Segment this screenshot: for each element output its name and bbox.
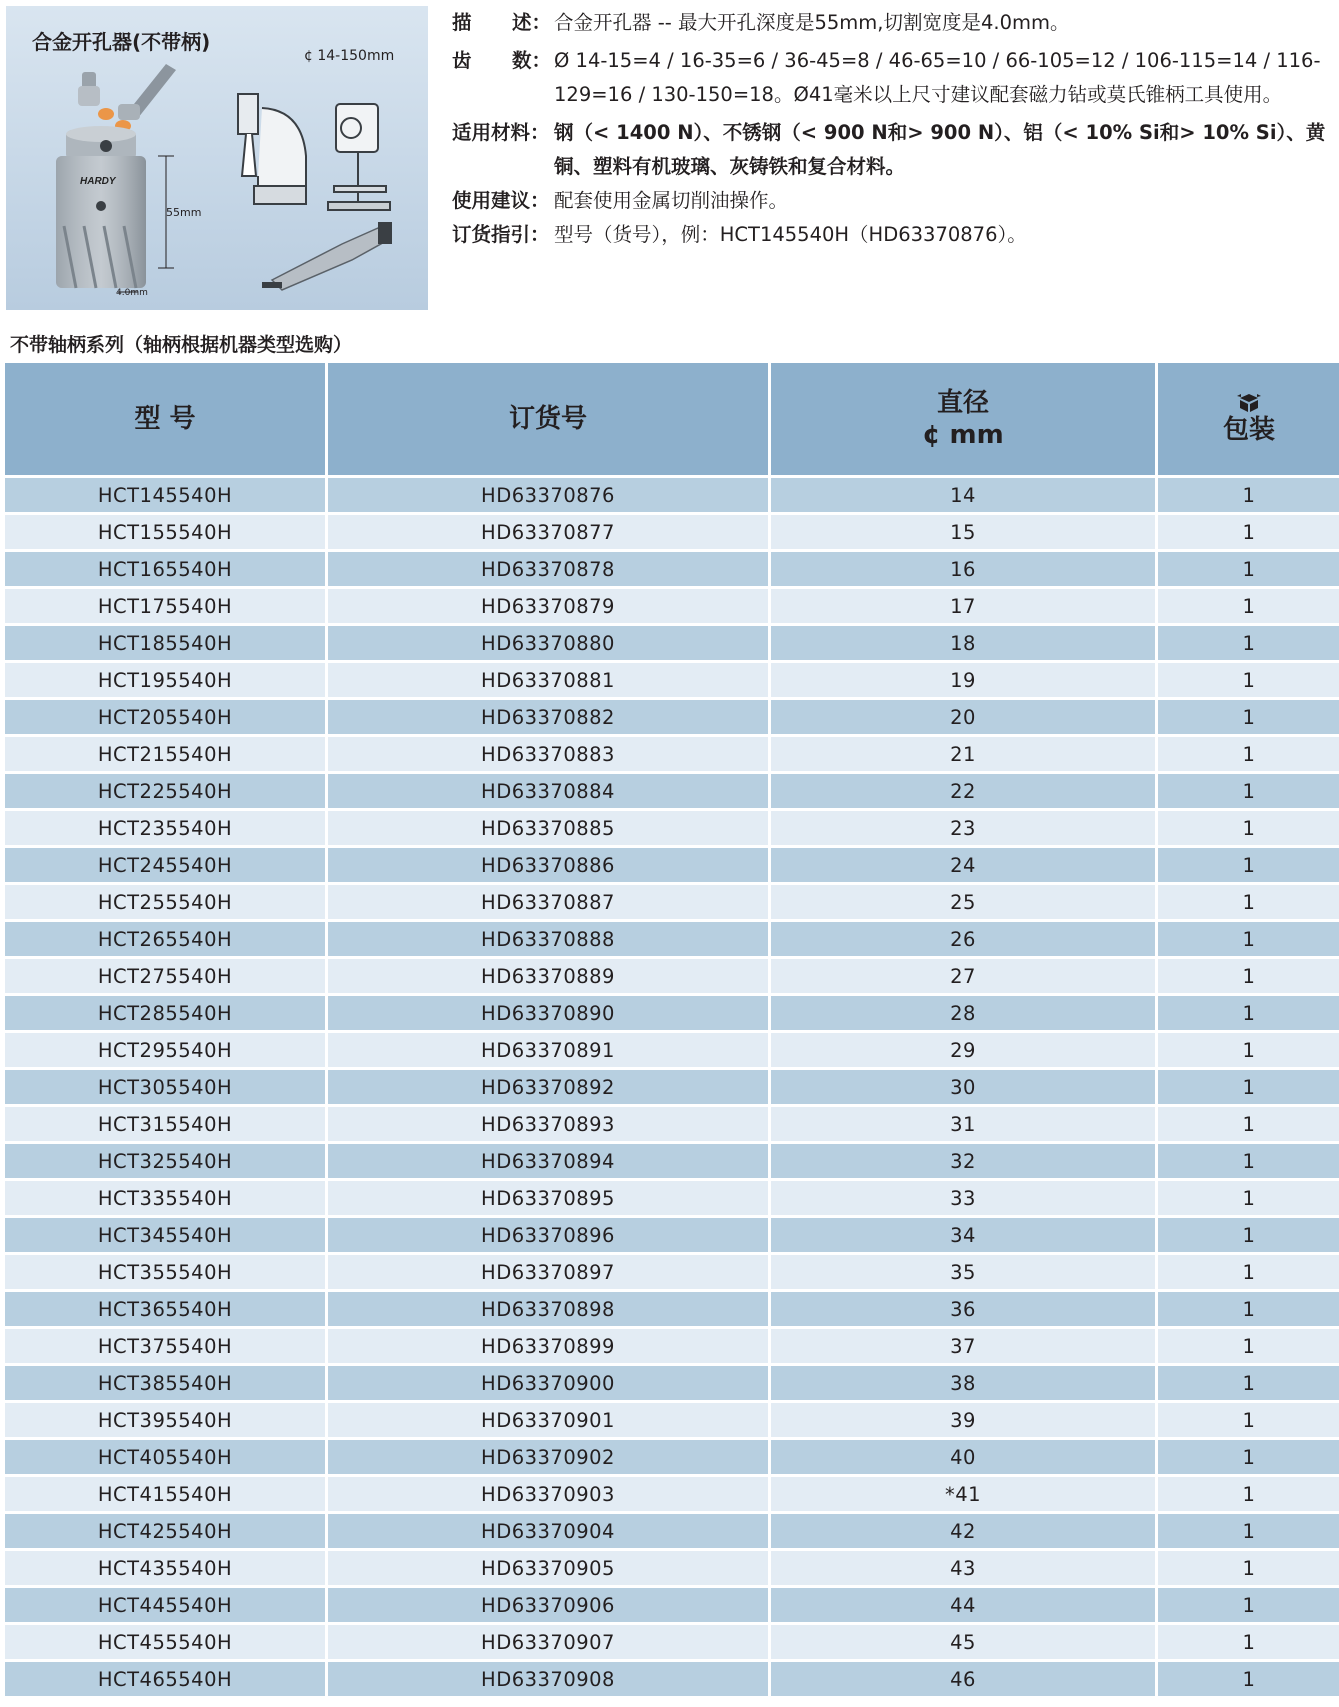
header-diameter: [771, 363, 1155, 475]
cell-model: HCT265540H: [5, 922, 325, 956]
spec-value-teeth: Ø 14-15=4 / 16-35=6 / 36-45=8 / 46-65=10 / 66-105=12 / 106-115=14 / 116-129=16 / 130-150=18。Ø41毫米以上尺寸建议配套磁力钻或莫氏锥柄工具使用。: [554, 49, 1321, 106]
table-row: [5, 959, 1339, 993]
cell-model: HCT225540H: [5, 774, 325, 808]
cell-package: 1: [1158, 515, 1339, 549]
cell-package: 1: [1158, 1070, 1339, 1104]
cell-order-number: HD63370889: [328, 959, 768, 993]
cell-model: HCT355540H: [5, 1255, 325, 1289]
cell-package: 1: [1158, 1440, 1339, 1474]
drill-press-illustration: [328, 104, 390, 210]
cell-diameter: 27: [771, 959, 1155, 993]
table-row: [5, 996, 1339, 1030]
cell-order-number: HD63370895: [328, 1181, 768, 1215]
cell-model: HCT295540H: [5, 1033, 325, 1067]
cell-package: 1: [1158, 848, 1339, 882]
cell-order-number: HD63370891: [328, 1033, 768, 1067]
cell-diameter: 26: [771, 922, 1155, 956]
cell-package: 1: [1158, 1662, 1339, 1696]
cell-model: HCT405540H: [5, 1440, 325, 1474]
product-figure: [6, 6, 428, 310]
table-row: [5, 1292, 1339, 1326]
cell-diameter: 15: [771, 515, 1155, 549]
header-order-number: 订货号: [328, 363, 768, 475]
cell-package: 1: [1158, 1625, 1339, 1659]
table-row: [5, 1625, 1339, 1659]
cell-model: HCT345540H: [5, 1218, 325, 1252]
cell-diameter: 32: [771, 1144, 1155, 1178]
table-row: [5, 1588, 1339, 1622]
cell-model: HCT325540H: [5, 1144, 325, 1178]
cell-model: HCT195540H: [5, 663, 325, 697]
cell-model: HCT235540H: [5, 811, 325, 845]
cell-order-number: HD63370892: [328, 1070, 768, 1104]
cell-model: HCT185540H: [5, 626, 325, 660]
cell-model: HCT375540H: [5, 1329, 325, 1363]
cell-diameter: 28: [771, 996, 1155, 1030]
cell-order-number: HD63370885: [328, 811, 768, 845]
table-row: [5, 1329, 1339, 1363]
section-title: 不带轴柄系列（轴柄根据机器类型选购）: [10, 334, 353, 356]
table-row: [5, 663, 1339, 697]
cell-package: 1: [1158, 700, 1339, 734]
cell-diameter: 29: [771, 1033, 1155, 1067]
cell-diameter: 23: [771, 811, 1155, 845]
cell-model: HCT315540H: [5, 1107, 325, 1141]
cell-order-number: HD63370898: [328, 1292, 768, 1326]
cell-model: HCT275540H: [5, 959, 325, 993]
table-row: [5, 1033, 1339, 1067]
cell-order-number: HD63370886: [328, 848, 768, 882]
cell-model: HCT385540H: [5, 1366, 325, 1400]
cell-order-number: HD63370881: [328, 663, 768, 697]
cell-order-number: HD63370884: [328, 774, 768, 808]
cell-diameter: 25: [771, 885, 1155, 919]
table-row: [5, 737, 1339, 771]
cell-order-number: HD63370880: [328, 626, 768, 660]
cell-model: HCT365540H: [5, 1292, 325, 1326]
cell-diameter: 21: [771, 737, 1155, 771]
table-row: [5, 848, 1339, 882]
cell-package: 1: [1158, 1403, 1339, 1437]
cell-model: HCT425540H: [5, 1514, 325, 1548]
diameter-range-label: ¢ 14-150mm: [304, 48, 395, 64]
cell-order-number: HD63370900: [328, 1366, 768, 1400]
cell-diameter: 24: [771, 848, 1155, 882]
cell-package: 1: [1158, 1255, 1339, 1289]
cell-package: 1: [1158, 774, 1339, 808]
header-model: 型 号: [5, 363, 325, 475]
cell-diameter: 34: [771, 1218, 1155, 1252]
cutter-illustration: [56, 126, 146, 288]
spec-row-description: [452, 6, 1332, 40]
cell-order-number: HD63370907: [328, 1625, 768, 1659]
cell-diameter: 33: [771, 1181, 1155, 1215]
cell-model: HCT455540H: [5, 1625, 325, 1659]
cell-model: HCT255540H: [5, 885, 325, 919]
cell-diameter: 17: [771, 589, 1155, 623]
header-package: [1158, 363, 1339, 475]
table-row: [5, 1366, 1339, 1400]
cell-package: 1: [1158, 626, 1339, 660]
table-row: [5, 922, 1339, 956]
cell-model: HCT245540H: [5, 848, 325, 882]
cell-order-number: HD63370908: [328, 1662, 768, 1696]
cell-order-number: HD63370905: [328, 1551, 768, 1585]
table-header-row: [5, 363, 1339, 475]
cell-package: 1: [1158, 996, 1339, 1030]
cell-model: HCT395540H: [5, 1403, 325, 1437]
table-row: [5, 1107, 1339, 1141]
spec-label: 描 述：: [452, 11, 552, 34]
cell-diameter: 19: [771, 663, 1155, 697]
table-row: [5, 552, 1339, 586]
cell-diameter: 37: [771, 1329, 1155, 1363]
cell-order-number: HD63370899: [328, 1329, 768, 1363]
cell-order-number: HD63370877: [328, 515, 768, 549]
cell-diameter: 40: [771, 1440, 1155, 1474]
cell-order-number: HD63370902: [328, 1440, 768, 1474]
cell-package: 1: [1158, 663, 1339, 697]
cell-order-number: HD63370897: [328, 1255, 768, 1289]
cell-package: 1: [1158, 478, 1339, 512]
table-row: [5, 1181, 1339, 1215]
header-diameter-unit: ¢ mm: [922, 420, 1004, 450]
table-row: [5, 700, 1339, 734]
spec-label: 齿 数：: [452, 49, 552, 72]
cell-package: 1: [1158, 1107, 1339, 1141]
depth-label: 55mm: [166, 206, 202, 219]
brand-label: HARDY: [80, 176, 116, 187]
product-table-wrapper: [5, 363, 1334, 1699]
cell-diameter: 42: [771, 1514, 1155, 1548]
spec-row-ordering: [452, 218, 1332, 252]
spec-block: [452, 6, 1332, 252]
spec-value-description: 合金开孔器 -- 最大开孔深度是55mm,切割宽度是4.0mm。: [554, 11, 1070, 34]
cell-model: HCT415540H: [5, 1477, 325, 1511]
cell-package: 1: [1158, 1329, 1339, 1363]
table-row: [5, 478, 1339, 512]
cell-model: HCT435540H: [5, 1551, 325, 1585]
cell-order-number: HD63370883: [328, 737, 768, 771]
cell-order-number: HD63370887: [328, 885, 768, 919]
spec-row-usage: [452, 184, 1332, 218]
cell-package: 1: [1158, 1551, 1339, 1585]
cell-package: 1: [1158, 1181, 1339, 1215]
cell-package: 1: [1158, 1477, 1339, 1511]
cell-package: 1: [1158, 922, 1339, 956]
spec-value-materials: 钢（< 1400 N）、不锈钢（< 900 N和> 900 N）、铝（< 10% Si和> 10% Si）、黄铜、塑料有机玻璃、灰铸铁和复合材料。: [554, 121, 1326, 178]
cell-order-number: HD63370901: [328, 1403, 768, 1437]
cell-model: HCT445540H: [5, 1588, 325, 1622]
cell-order-number: HD63370882: [328, 700, 768, 734]
header-package-label: 包装: [1222, 415, 1275, 445]
cell-model: HCT305540H: [5, 1070, 325, 1104]
cell-diameter: 44: [771, 1588, 1155, 1622]
cell-package: 1: [1158, 737, 1339, 771]
table-row: [5, 1070, 1339, 1104]
cell-model: HCT335540H: [5, 1181, 325, 1215]
cell-package: 1: [1158, 885, 1339, 919]
cell-diameter: 16: [771, 552, 1155, 586]
table-row: [5, 1440, 1339, 1474]
header-diameter-label: 直径: [936, 388, 989, 418]
cell-order-number: HD63370890: [328, 996, 768, 1030]
spec-label: 使用建议：: [452, 189, 550, 212]
cell-order-number: HD63370903: [328, 1477, 768, 1511]
cell-model: HCT155540H: [5, 515, 325, 549]
cell-diameter: 35: [771, 1255, 1155, 1289]
cut-width-label: 4.0mm: [116, 288, 148, 298]
table-row: [5, 1662, 1339, 1696]
table-row: [5, 515, 1339, 549]
cell-package: 1: [1158, 589, 1339, 623]
cell-order-number: HD63370878: [328, 552, 768, 586]
table-row: [5, 885, 1339, 919]
table-row: [5, 626, 1339, 660]
spec-value-ordering: 型号（货号），例：HCT145540H（HD63370876）。: [554, 223, 1027, 246]
spec-row-teeth: [452, 44, 1332, 112]
spec-value-usage: 配套使用金属切削油操作。: [554, 189, 789, 212]
cell-order-number: HD63370893: [328, 1107, 768, 1141]
cell-diameter: 31: [771, 1107, 1155, 1141]
cell-model: HCT465540H: [5, 1662, 325, 1696]
table-row: [5, 1514, 1339, 1548]
cell-diameter: 20: [771, 700, 1155, 734]
table-row: [5, 1144, 1339, 1178]
cell-diameter: 30: [771, 1070, 1155, 1104]
table-row: [5, 1255, 1339, 1289]
cell-diameter: 22: [771, 774, 1155, 808]
cell-diameter: 39: [771, 1403, 1155, 1437]
cell-model: HCT145540H: [5, 478, 325, 512]
cell-order-number: HD63370904: [328, 1514, 768, 1548]
cell-package: 1: [1158, 552, 1339, 586]
product-table: [2, 360, 1339, 1699]
table-row: [5, 589, 1339, 623]
cell-diameter: 36: [771, 1292, 1155, 1326]
cell-package: 1: [1158, 1514, 1339, 1548]
table-row: [5, 1218, 1339, 1252]
cell-package: 1: [1158, 1144, 1339, 1178]
cell-diameter: 43: [771, 1551, 1155, 1585]
table-row: [5, 1403, 1339, 1437]
pilot-pin-illustration: [78, 64, 176, 132]
table-row: [5, 1477, 1339, 1511]
cell-model: HCT285540H: [5, 996, 325, 1030]
cell-order-number: HD63370876: [328, 478, 768, 512]
cell-package: 1: [1158, 1366, 1339, 1400]
cell-order-number: HD63370879: [328, 589, 768, 623]
cell-order-number: HD63370888: [328, 922, 768, 956]
cell-diameter: 14: [771, 478, 1155, 512]
spec-row-materials: [452, 116, 1332, 184]
cell-model: HCT175540H: [5, 589, 325, 623]
cell-model: HCT215540H: [5, 737, 325, 771]
cell-diameter: 46: [771, 1662, 1155, 1696]
cell-package: 1: [1158, 1033, 1339, 1067]
table-row: [5, 1551, 1339, 1585]
cell-model: HCT205540H: [5, 700, 325, 734]
cell-model: HCT165540H: [5, 552, 325, 586]
table-row: [5, 774, 1339, 808]
cell-order-number: HD63370894: [328, 1144, 768, 1178]
spec-label: 适用材料：: [452, 121, 550, 144]
cell-package: 1: [1158, 1218, 1339, 1252]
table-body: [5, 478, 1339, 1696]
cell-diameter: 45: [771, 1625, 1155, 1659]
cell-package: 1: [1158, 1292, 1339, 1326]
cell-package: 1: [1158, 959, 1339, 993]
box-icon: [1236, 392, 1262, 414]
cell-diameter: 38: [771, 1366, 1155, 1400]
cell-order-number: HD63370906: [328, 1588, 768, 1622]
cell-diameter: 18: [771, 626, 1155, 660]
figure-title: 合金开孔器(不带柄): [32, 30, 211, 54]
cell-order-number: HD63370896: [328, 1218, 768, 1252]
cell-package: 1: [1158, 811, 1339, 845]
table-row: [5, 811, 1339, 845]
cell-package: 1: [1158, 1588, 1339, 1622]
angle-drill-illustration: [262, 222, 392, 290]
cell-diameter: *41: [771, 1477, 1155, 1511]
spec-label: 订货指引：: [452, 223, 550, 246]
magnetic-drill-illustration: [238, 94, 306, 204]
